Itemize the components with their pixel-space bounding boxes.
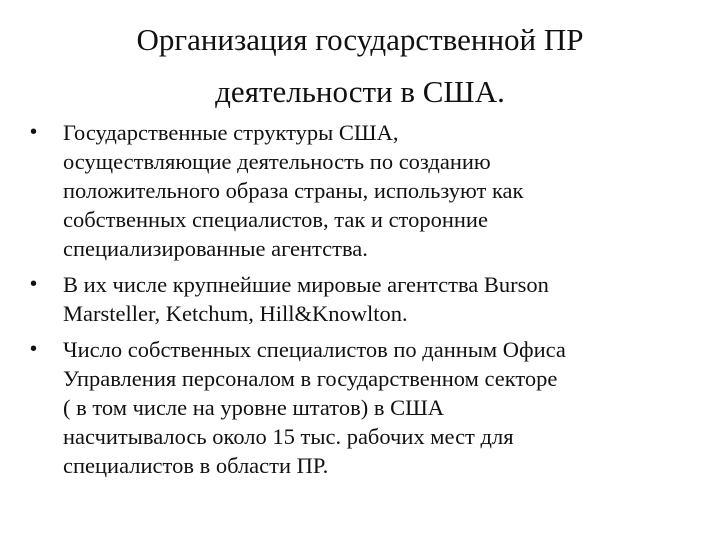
bullet-3-line-3: ( в том числе на уровне штатов) в США [63, 395, 445, 420]
bullet-3-line-4: насчитывалось около 15 тыс. рабочих мест для [63, 424, 514, 449]
bullet-item-3 [30, 335, 700, 480]
bullet-1-line-5: специализированные агентства. [63, 236, 368, 261]
bullet-icon: • [30, 121, 38, 143]
bullet-1-line-4: собственных специалистов, так и сторонние [63, 207, 488, 232]
bullet-2-line-2: Marsteller, Ketchum, Hill&Knowlton. [63, 301, 408, 326]
bullet-3-line-1: Число собственных специалистов по данным Офиса [63, 337, 566, 362]
bullet-1-line-3: положительного образа страны, используют как [63, 178, 524, 203]
title-line-2: деятельности в США. [215, 74, 505, 109]
title-line-1: Организация государственной ПР [136, 22, 584, 57]
bullet-1-line-1: Государственные структуры США, [63, 120, 399, 145]
bullet-1-line-2: осуществляющие деятельность по созданию [63, 149, 491, 174]
bullet-item-2 [30, 270, 700, 328]
bullet-3-line-2: Управления персоналом в государственном секторе [63, 366, 558, 391]
bullet-icon: • [30, 273, 38, 295]
bullet-3-line-5: специалистов в области ПР. [63, 453, 329, 478]
slide-title [40, 14, 680, 118]
bullet-list [30, 118, 700, 487]
bullet-icon: • [30, 338, 38, 360]
bullet-2-line-1: В их числе крупнейшие мировые агентства Burson [63, 272, 549, 297]
bullet-item-1 [30, 118, 700, 263]
